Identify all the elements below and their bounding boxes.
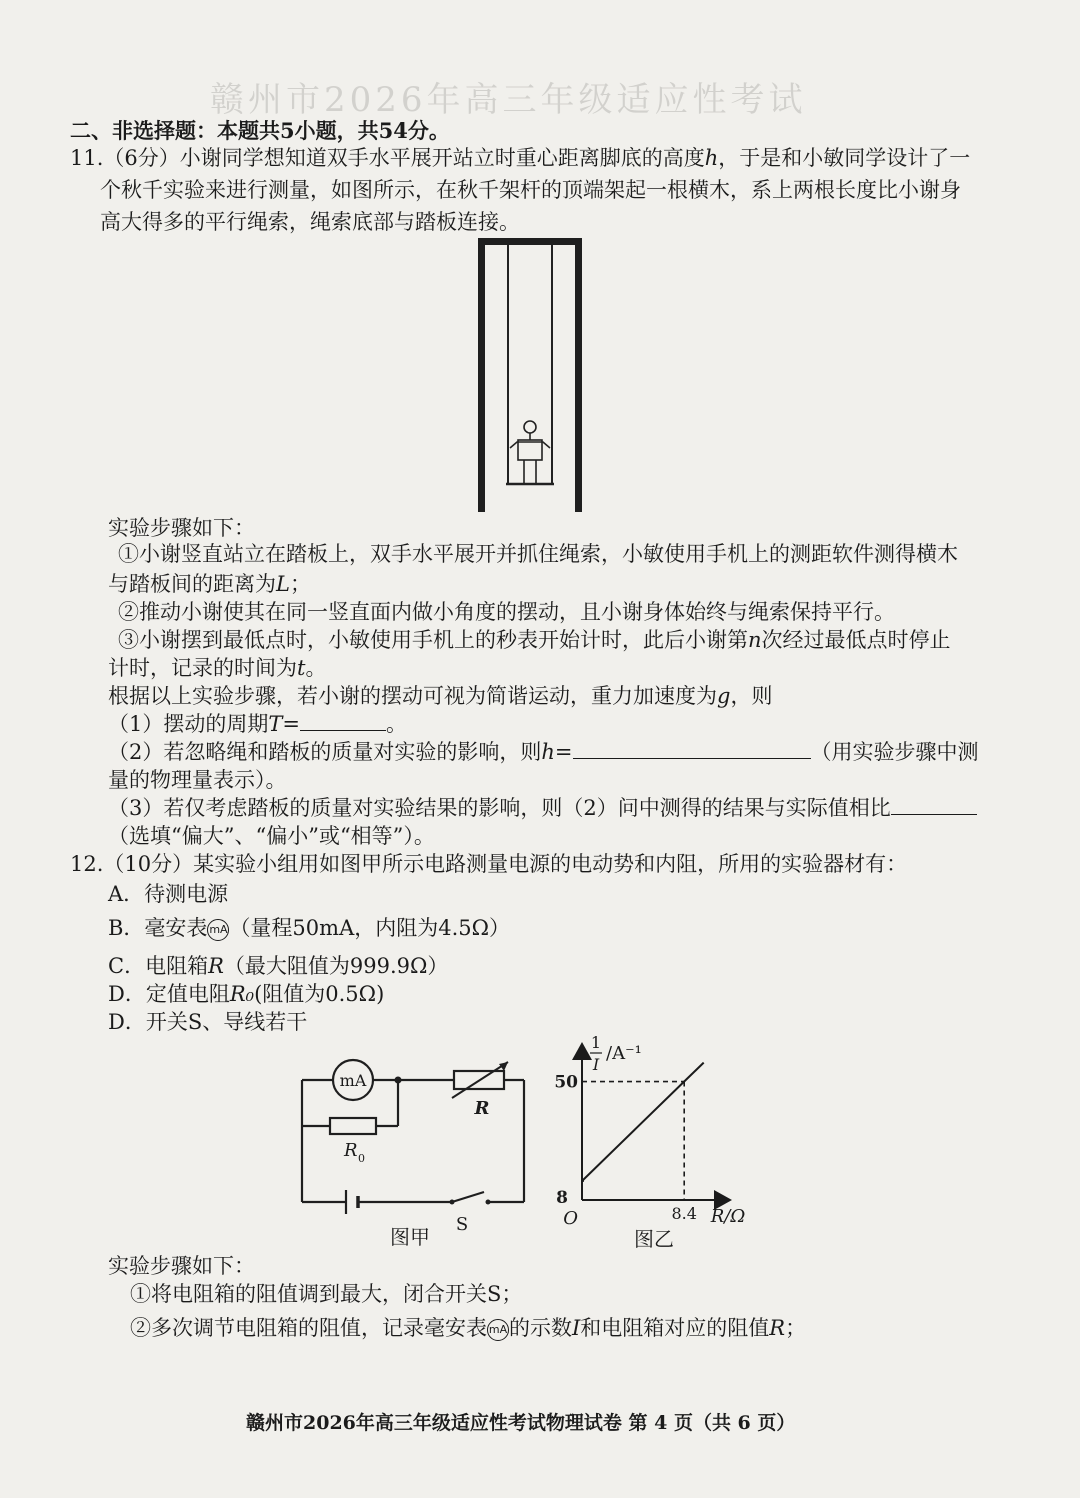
y-label-unit: /A⁻¹ xyxy=(606,1043,642,1064)
q11-stem-line1 xyxy=(70,146,970,171)
q11-step3-line1 xyxy=(118,628,951,653)
q11-step1-text: 与踏板间的距离为 xyxy=(108,572,276,596)
q12-var-I: I xyxy=(572,1316,581,1340)
q11-part1 xyxy=(108,712,407,737)
q11-step2: ②推动小谢使其在同一竖直面内做小角度的摆动，且小谢身体始终与绳索保持平行。 xyxy=(118,600,895,624)
q11-part3-line1 xyxy=(108,796,977,821)
q11-step3-end: 。 xyxy=(305,656,327,680)
q12-item-d-text: D．定值电阻 xyxy=(108,982,230,1006)
q12-item-a: A．待测电源 xyxy=(108,882,229,906)
y-label-numerator: 1 xyxy=(590,1033,602,1052)
q12-step1: ①将电阻箱的阻值调到最大，闭合开关S； xyxy=(130,1282,523,1306)
q11-part2-eq: = xyxy=(554,740,573,764)
q11-part1-eq: = xyxy=(282,712,300,736)
q11-step3-text3: 计时，记录的时间为 xyxy=(108,656,297,680)
q11-part2-text: （2）若忽略绳和踏板的质量对实验的影响，则 xyxy=(108,740,542,764)
q11-part1-end: 。 xyxy=(386,712,407,736)
q11-stem-line2: 个秋千实验来进行测量，如图所示，在秋千架杆的顶端架起一根横木，系上两根长度比小谢身 xyxy=(100,178,961,202)
q11-part2-line1 xyxy=(108,740,979,765)
q12-item-d-spec: (阻值为0.5Ω) xyxy=(254,982,385,1006)
milliammeter-icon: mA xyxy=(487,1319,509,1341)
q12-item-c-spec: （最大阻值为999.9Ω） xyxy=(223,954,449,978)
header-bleed-through: 赣州市2026年高三年级适应性考试 xyxy=(210,80,807,120)
switch-S-symbol xyxy=(450,1200,491,1236)
q11-part3-answer-blank[interactable] xyxy=(891,796,977,815)
q11-part2-end: （用实验步骤中测 xyxy=(810,740,979,764)
graph-caption: 图乙 xyxy=(634,1227,674,1251)
y-tick-label: 8 xyxy=(556,1188,568,1209)
q12-step2-text2: 的示数 xyxy=(509,1316,572,1340)
q11-step3-text1: ③小谢摆到最低点时，小敏使用手机上的秒表开始计时，此后小谢第 xyxy=(118,628,748,652)
q12-var-R: R xyxy=(769,1316,786,1340)
section-heading: 二、非选择题：本题共5小题，共54分。 xyxy=(70,118,450,143)
x-axis-label: R/Ω xyxy=(710,1206,746,1227)
q11-condition-end: ，则 xyxy=(730,684,773,708)
circuit-diagram xyxy=(290,1052,535,1252)
swing-right-post xyxy=(575,238,582,512)
y-tick-label: 50 xyxy=(554,1072,578,1093)
q11-stem-part1: 11.（6分）小谢同学想知道双手水平展开站立时重心距离脚底的高度 xyxy=(70,146,705,170)
q12-item-b-spec: （量程50mA，内阻为4.5Ω） xyxy=(229,916,511,940)
q12-item-d xyxy=(108,982,384,1007)
resistor-R0-symbol xyxy=(330,1118,376,1165)
milliammeter-label: mA xyxy=(339,1071,367,1090)
q12-item-c-text: C．电阻箱 xyxy=(108,954,209,978)
q11-var-T: T xyxy=(268,712,283,736)
q12-step2-end: ； xyxy=(785,1316,807,1340)
swing-figure xyxy=(470,232,590,514)
q11-step1-line1: ①小谢竖直站立在踏板上，双手水平展开并抓住绳索，小敏使用手机上的测距软件测得横木 xyxy=(118,542,958,566)
q11-part1-answer-blank[interactable] xyxy=(300,712,386,731)
q11-steps-title: 实验步骤如下： xyxy=(108,516,255,540)
q11-part1-text: （1）摆动的周期 xyxy=(108,712,269,736)
series-line xyxy=(582,1063,704,1181)
rheostat-R-symbol xyxy=(452,1062,508,1119)
q12-step2-text1: ②多次调节电阻箱的阻值，记录毫安表 xyxy=(130,1316,487,1340)
q11-stem-line3: 高大得多的平行绳索，绳索底部与踏板连接。 xyxy=(100,210,520,234)
q12-item-d-var: R₀ xyxy=(229,982,255,1006)
q11-var-t: t xyxy=(297,656,306,680)
q11-var-L: L xyxy=(276,572,290,596)
q12-item-c xyxy=(108,954,448,979)
q11-step3-line2 xyxy=(108,656,326,681)
circuit-caption: 图甲 xyxy=(390,1225,430,1249)
swing-crossbar xyxy=(478,238,582,245)
q11-var-n: n xyxy=(748,628,762,652)
q12-step2 xyxy=(130,1316,806,1341)
milliammeter-icon: mA xyxy=(207,919,229,941)
q11-step3-text2: 次经过最低点时停止 xyxy=(761,628,951,652)
q12-steps-title: 实验步骤如下： xyxy=(108,1254,255,1278)
q11-condition-text: 根据以上实验步骤，若小谢的摆动可视为简谐运动，重力加速度为 xyxy=(108,684,717,708)
q11-step1-line2 xyxy=(108,572,311,597)
x-tick-label: 8.4 xyxy=(671,1204,697,1223)
y-label-denominator: I xyxy=(592,1055,600,1074)
q11-condition xyxy=(108,684,772,709)
battery-symbol xyxy=(346,1190,358,1214)
q11-var-g: g xyxy=(717,684,731,708)
q11-part3-line2: （选填“偏大”、“偏小”或“相等”）。 xyxy=(108,824,435,848)
q11-part3-text: （3）若仅考虑踏板的质量对实验结果的影响，则（2）问中测得的结果与实际值相比 xyxy=(108,796,891,820)
swing-left-post xyxy=(478,238,485,512)
q11-stem-part2: ，于是和小敏同学设计了一 xyxy=(718,146,971,170)
q12-item-b-text: B．毫安表 xyxy=(108,916,208,940)
person-figure xyxy=(510,421,550,484)
q11-step1-end: ； xyxy=(289,572,311,596)
junction-dot xyxy=(395,1077,402,1084)
q11-part2-answer-blank[interactable] xyxy=(573,740,811,759)
switch-S-label: S xyxy=(455,1214,469,1235)
q11-part2-line2: 量的物理量表示）。 xyxy=(108,768,287,792)
q12-stem: 12.（10分）某实验小组用如图甲所示电路测量电源的电动势和内阻，所用的实验器材有： xyxy=(70,852,908,876)
milliammeter-symbol xyxy=(333,1060,373,1100)
q11-var-h: h xyxy=(704,146,719,170)
rheostat-R-label: R xyxy=(474,1098,490,1119)
graph-chart xyxy=(550,1032,750,1254)
q11-var-h2: h xyxy=(541,740,555,764)
resistor-R0-subscript: 0 xyxy=(358,1152,365,1165)
origin-label: O xyxy=(563,1208,578,1229)
q12-item-b xyxy=(108,916,510,941)
page-footer: 赣州市2026年高三年级适应性考试物理试卷 第 4 页（共 6 页） xyxy=(246,1412,796,1434)
q12-item-e: D．开关S、导线若干 xyxy=(108,1010,308,1034)
resistor-R0-label: R xyxy=(344,1140,358,1161)
q12-item-c-var: R xyxy=(208,954,224,978)
q12-step2-text3: 和电阻箱对应的阻值 xyxy=(580,1316,770,1340)
